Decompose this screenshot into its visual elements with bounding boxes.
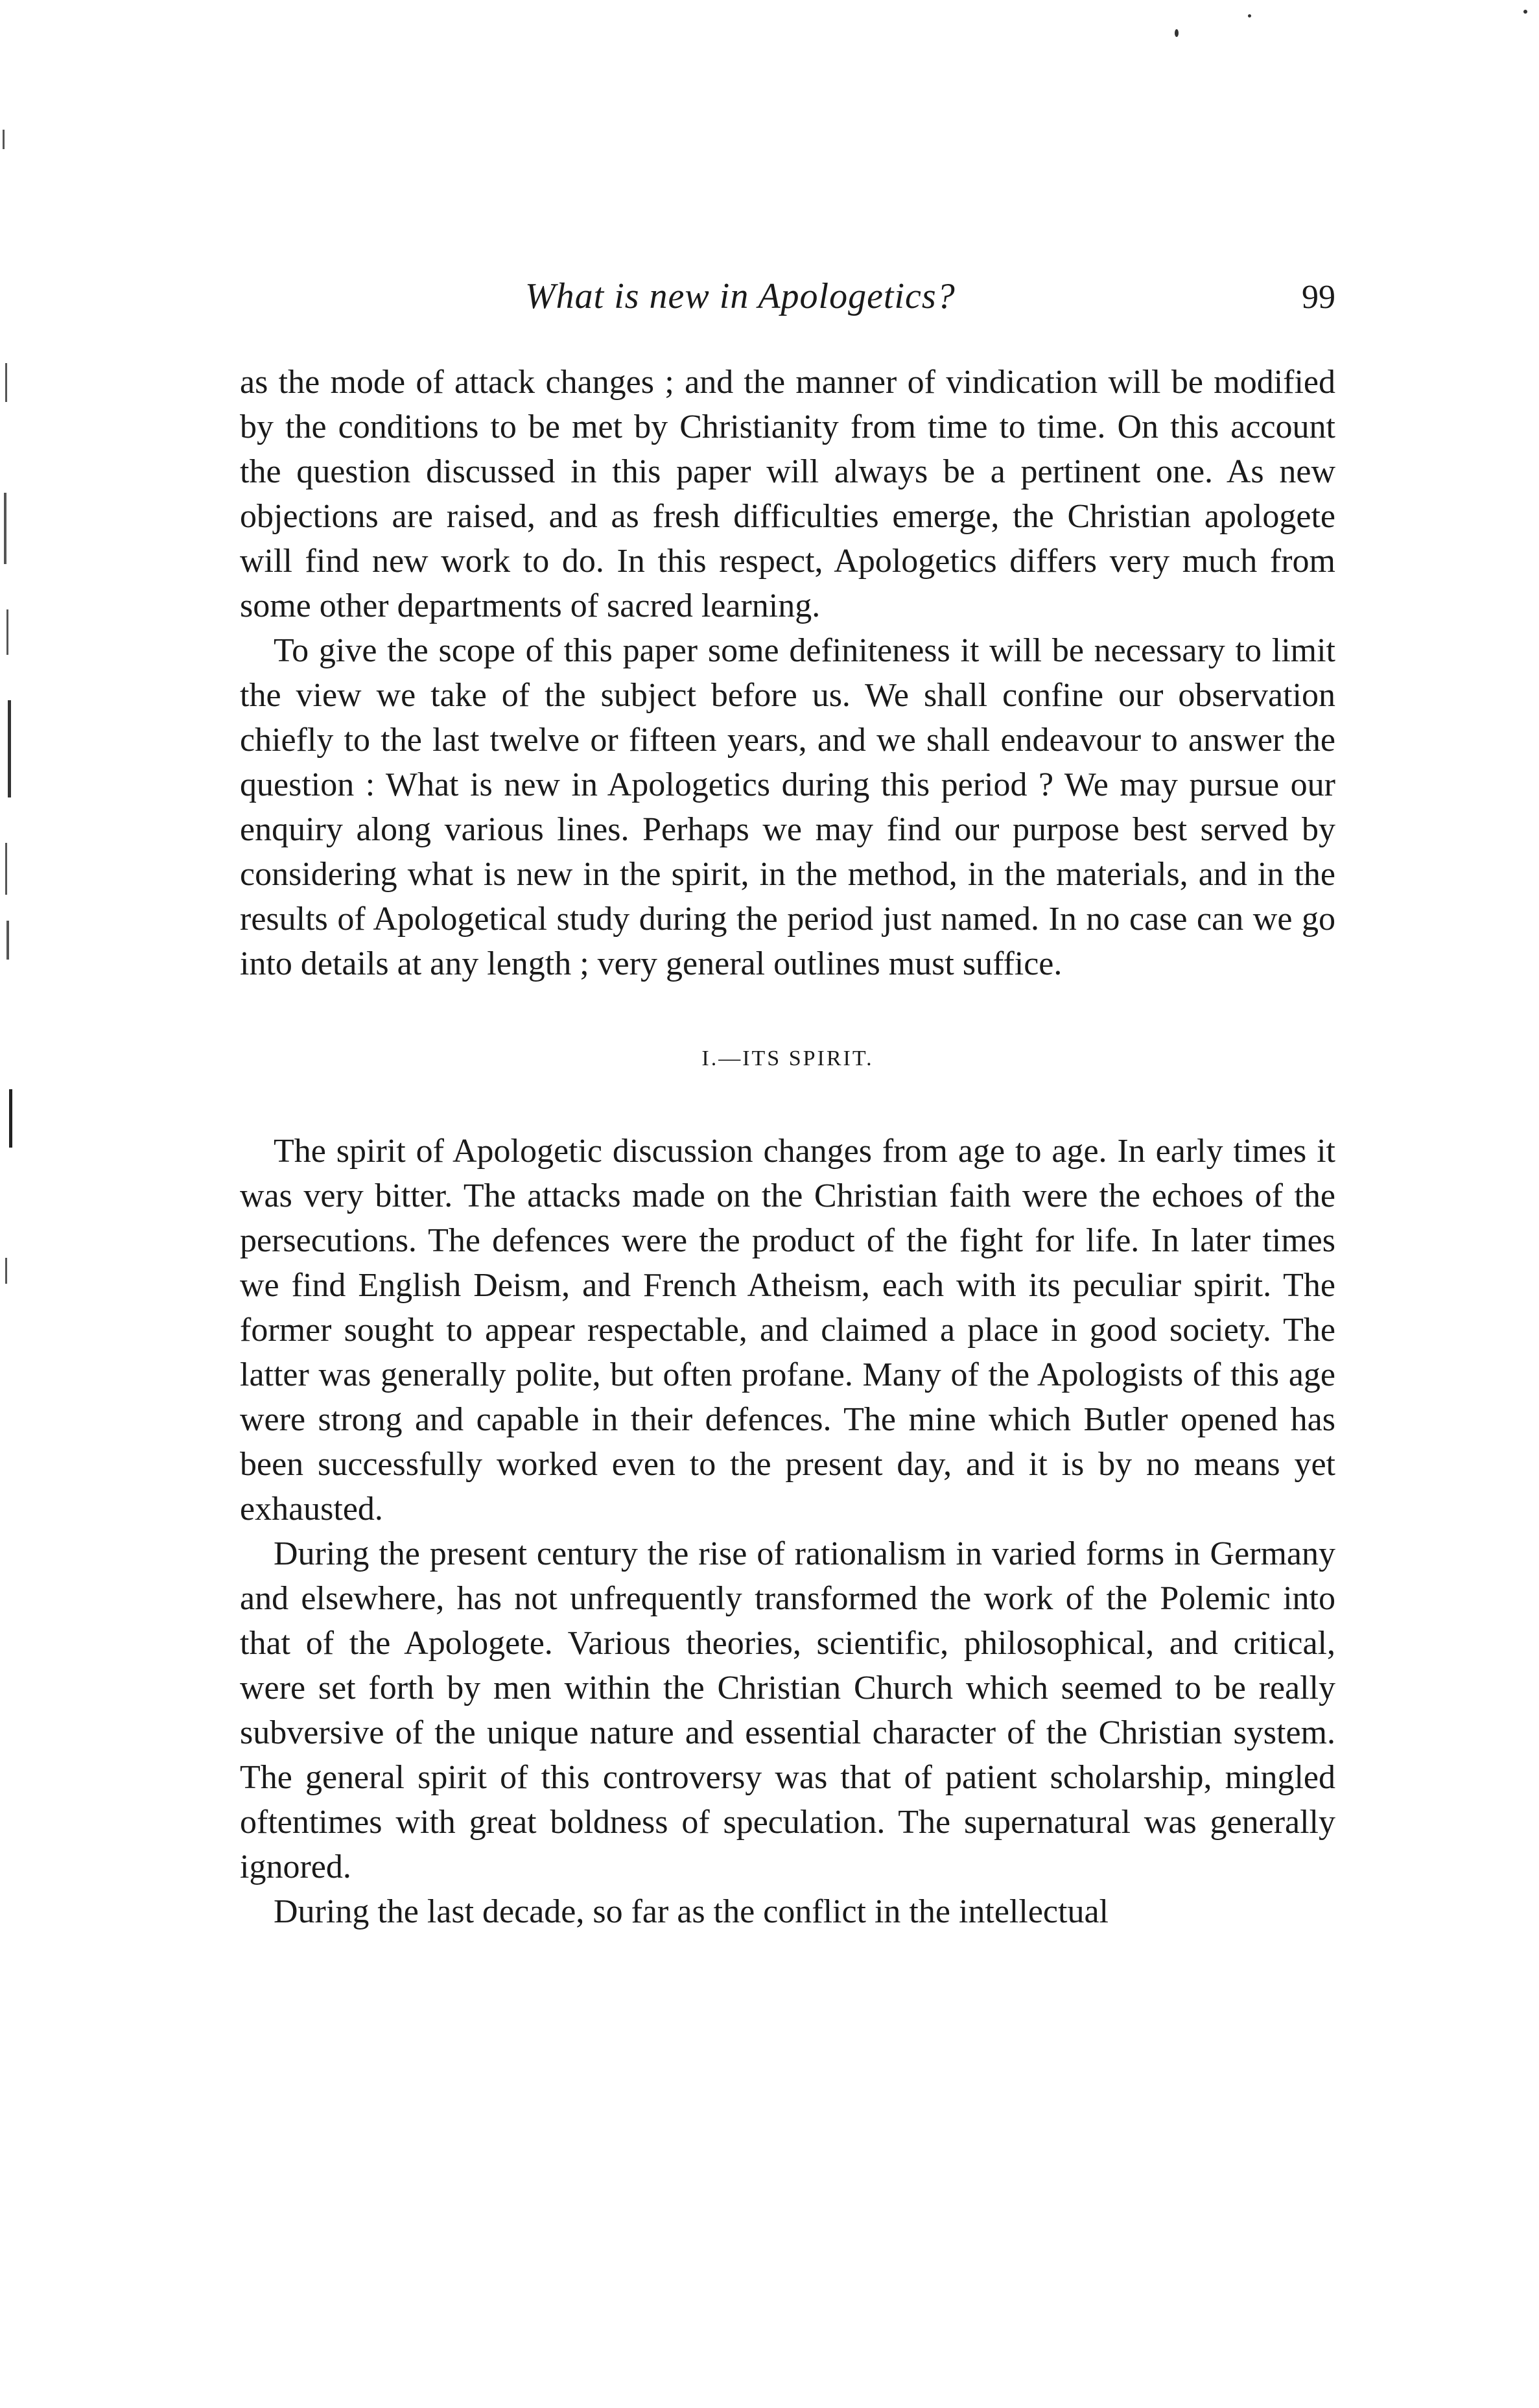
paragraph: To give the scope of this paper some definiteness it will be necessary to limit the view we take of the subject before us. We shall confine our observation chiefly to the last twelve or fifteen years, and we shall endeavour to answer the question : What is new in Apologetics during this period ? We may pursue our enquiry along various lines. Perhaps we may find our purpose best served by considering what is new in the spirit, in the method, in the materials, and in the results of Apologetical study during the period just named. In no case can we go into details at any length ; very general outlines must suffice. [240, 632, 1335, 982]
running-title: What is new in Apologetics? [525, 276, 956, 316]
paragraph: The spirit of Apologetic discussion changes from age to age. In early times it was very bitter. The attacks made on the Christian faith were the echoes of the persecutions. The defences were the product of the fight for life. In later times we find English Deism, and French Atheism, each with its peculiar spirit. The former sought to appear respectable, and claimed a place in good society. The latter was generally polite, but often profane. Many of the Apologists of this age were strong and capable in their defences. The mine which Butler opened has been successfully worked even to the present day, and it is by no means yet exhausted. [240, 1133, 1335, 1528]
binding-edge-marks [0, 0, 39, 2408]
paper-speck [1248, 14, 1251, 18]
page-number: 99 [1302, 279, 1335, 316]
paper-speck [1175, 29, 1179, 37]
body-text [240, 360, 1335, 1934]
paragraph: During the last decade, so far as the conflict in the intellectual [274, 1893, 1109, 1930]
paragraph: as the mode of attack changes ; and the manner of vindication will be modified by the conditions to be met by Christianity from time to time. On this account the question discussed in this paper will always be a pertinent one. As new objections are raised, and as fresh difficulties emerge, the Christian apologete will find new work to do. In this respect, Apologetics differs very much from some other departments of sacred learning. [240, 364, 1335, 624]
section-heading: I.—ITS SPIRIT. [701, 1046, 874, 1070]
running-header [240, 276, 1335, 327]
paragraph: During the present century the rise of rationalism in varied forms in Germany and elsewhere, has not unfrequently transformed the work of the Polemic into that of the Apologete. Various theories, scientific, philosophical, and critical, were set forth by men within the Christian Church which seemed to be really subversive of the unique nature and essential character of the Christian system. The general spirit of this controversy was that of patient scholarship, mingled oftentimes with great boldness of speculation. The supernatural was generally ignored. [240, 1535, 1335, 1885]
paper-speck [1523, 10, 1527, 14]
